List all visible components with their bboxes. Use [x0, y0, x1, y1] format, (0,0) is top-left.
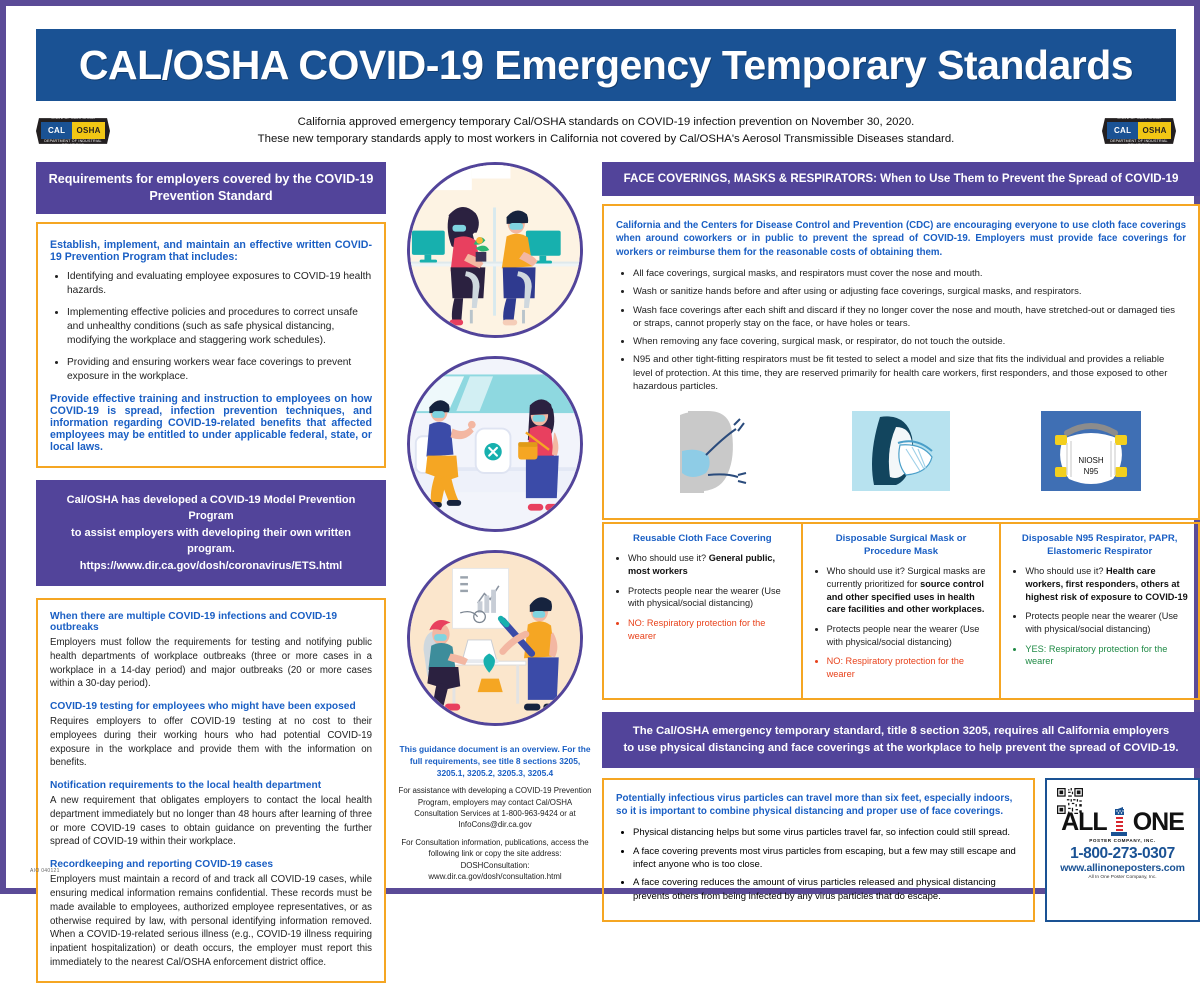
- right-column: [602, 162, 1200, 922]
- guidance-para-2: For Consultation information, publications, access the following link or copy the site address: DOSHConsultation: www.dir.ca.gov/dosh/consultation.html: [401, 838, 589, 881]
- list-item: • All face coverings, surgical masks, and respirators must cover the nose and mouth.: [633, 267, 1186, 280]
- prevention-program-card: [36, 222, 386, 468]
- all-in-one-wordmark: [1060, 807, 1185, 837]
- logo-osha-text: OSHA: [1142, 126, 1167, 135]
- left-section-header: Requirements for employers covered by the COVID-19 Prevention Standard: [36, 162, 386, 214]
- list-item: • Identifying and evaluating employee exposures to COVID-19 health hazards.: [67, 270, 372, 298]
- logo-top-text: STATE OF CALIFORNIA: [51, 116, 95, 120]
- ets-standard-line-2: to use physical distancing and face coverings at the workplace to help prevent the spread of COVID-19.: [623, 741, 1179, 754]
- american-flag-number-one-icon: [1107, 806, 1133, 836]
- guidance-headline: This guidance document is an overview. For the full requirements, see title 8 sections 3205, 3205.1, 3205.2, 3205.3, 3205.4: [399, 744, 591, 778]
- list-item: [827, 565, 990, 616]
- prevention-program-lead: Establish, implement, and maintain an effective written COVID-19 Prevention Program that includes:: [50, 239, 372, 263]
- point-emphasis: source control and other specified uses in health care facilities and other workplaces.: [826, 578, 985, 615]
- logo-band: [41, 122, 105, 139]
- mask-type-verdict: • YES: Respiratory protection for the wearer: [1025, 643, 1188, 668]
- mask-type-title: Disposable N95 Respirator, PAPR, Elastomeric Respirator: [1021, 533, 1178, 558]
- cloth-face-covering-icon: [668, 407, 754, 495]
- logo-bottom-text: DEPARTMENT OF INDUSTRIAL RELATIONS: [44, 138, 102, 147]
- illustration-office-workers-masked-at-desks: [407, 162, 583, 338]
- cal-osha-logo-left: [36, 114, 110, 148]
- subsection-body: A new requirement that obligates employers to contact the local health department immediately but no longer than 48 hours after learning of three or more COVID-19 cases to obtain guidance on preventing the further spread of COVID-19 within their workplace.: [50, 795, 372, 848]
- mask-type-points: [813, 565, 990, 681]
- model-program-band: [36, 480, 386, 587]
- ets-standard-band: [602, 712, 1200, 768]
- subsection-body: Requires employers to offer COVID-19 testing at no cost to their employees during their working hours who had potential COVID-19 exposure in the workplace and provide them with the information on benefits.: [50, 716, 372, 769]
- mask-type-verdict: • NO: Respiratory protection for the wearer: [827, 655, 990, 680]
- subsection-heading: When there are multiple COVID-19 infections and COVID-19 outbreaks: [50, 611, 338, 634]
- mask-type-card: [999, 522, 1200, 699]
- mask-type-card: [602, 522, 803, 699]
- right-section-header: FACE COVERINGS, MASKS & RESPIRATORS: When to Use Them to Prevent the Spread of COVID-19: [602, 162, 1200, 196]
- list-item: [1025, 610, 1188, 635]
- logo-cal-text: CAL: [47, 126, 66, 135]
- point-text: Who should use it?: [628, 553, 709, 564]
- mask-type-title: Disposable Surgical Mask or Procedure Mask: [835, 533, 967, 558]
- subsection-heading: Notification requirements to the local health department: [50, 780, 322, 792]
- virus-particles-bullets: [616, 826, 1021, 902]
- list-item: [1025, 565, 1188, 603]
- logo-bottom-text: DEPARTMENT OF INDUSTRIAL RELATIONS: [1110, 138, 1168, 147]
- list-item: [628, 552, 791, 577]
- surgical-mask-icon: [852, 411, 950, 491]
- list-item: • N95 and other tight-fitting respirators must be fit tested to select a model and size that fits the individual and provides a reliable level of protection. At this time, they are reserved primarily for health care workers, first responders, and those exposed to other hazardous particles.: [633, 353, 1186, 393]
- logo-cal-text: CAL: [1113, 126, 1132, 135]
- middle-column: [398, 162, 592, 889]
- n95-label-line2: N95: [1083, 467, 1099, 477]
- list-item: • A face covering reduces the amount of virus particles released and physical distancing prevents others from being infected by any virus particles that do escape.: [633, 876, 1021, 903]
- cloth-face-covering-image: [636, 405, 786, 497]
- mask-type-card: [801, 522, 1002, 699]
- n95-label-line1: NIOSH: [1078, 456, 1104, 466]
- publisher-phone[interactable]: 1-800-273-0307: [1070, 844, 1175, 862]
- subtitle-row: [36, 106, 1176, 156]
- logo-band: [1107, 122, 1171, 139]
- point-text: Protects people near the wearer (Use with physical/social distancing): [1025, 611, 1179, 634]
- subsection-body: Employers must follow the requirements for testing and notifying public health departments of workplace outbreaks (three or more cases in a workplace in a 14-day period) and major outbreaks (20 or more cases within a 30-day period).: [50, 637, 372, 690]
- bottom-row: [602, 778, 1200, 922]
- list-item: [628, 585, 791, 610]
- subsection-body: Employers must maintain a record of and track all COVID-19 cases, while ensuring medical information remains confidential. These records must be made available to employees, authorized employee representatives, or as otherwise required by law, with personal identifying information removed. When a COVID-19-related serious illness (e.g., COVID-19 illness requiring inpatient hospitalization) or death occurs, the employer must report this immediately to the nearest Cal/OSHA enforcement district office.: [50, 874, 372, 968]
- subsection-heading: COVID-19 testing for employees who might have been exposed: [50, 701, 356, 713]
- point-text: Who should use it?: [1025, 566, 1107, 577]
- page-title: CAL/OSHA COVID-19 Emergency Temporary Standards: [78, 41, 1134, 88]
- publisher-website[interactable]: www.allinoneposters.com: [1060, 861, 1185, 874]
- cal-osha-logo-right: [1102, 114, 1176, 148]
- list-item: • Physical distancing helps but some virus particles travel far, so infection could still spread.: [633, 826, 1021, 839]
- n95-respirator-icon: [1041, 411, 1141, 491]
- illustration-public-transit-distancing: [407, 356, 583, 532]
- presentation-illustration-svg: [410, 553, 580, 723]
- mask-type-points: [614, 552, 791, 642]
- face-covering-bullets: [616, 267, 1186, 393]
- outbreak-requirements-card: [36, 598, 386, 983]
- n95-respirator-image: [1016, 405, 1166, 497]
- publisher-fineprint: All In One Poster Company, Inc.: [1088, 874, 1157, 880]
- virus-particles-lead: Potentially infectious virus particles can travel more than six feet, especially indoors, so it is important to combine physical distancing and proper use of face coverings.: [616, 792, 1013, 818]
- mask-type-comparison: [602, 522, 1200, 699]
- virus-particles-card: [602, 778, 1035, 922]
- prevention-program-tail: Provide effective training and instruction to employees on how COVID-19 is spread, infection prevention techniques, and information regarding COVID-19-related benefits that affected employees may be entitled to under applicable federal, state, or local laws.: [50, 392, 372, 453]
- list-item: • Wash face coverings after each shift and discard if they no longer cover the nose and mouth, have stretched-out or damaged ties or straps, cannot properly stay on the face, or have holes or tears.: [633, 304, 1186, 331]
- guidance-note: [398, 744, 592, 882]
- face-covering-intro-lead: California and the Centers for Disease Control and Prevention (CDC) are encouraging everyone to use cloth face coverings when around coworkers or in public to prevent the spread of COVID-19. Employers must provide face coverings for workers or reimburse them for the reasonable costs of obtaining them.: [616, 219, 1186, 259]
- mask-type-points: [1011, 565, 1188, 668]
- point-text: Protects people near the wearer (Use with physical/social distancing): [628, 585, 781, 609]
- guidance-para-1: For assistance with developing a COVID-19 Prevention Program, employers may contact Cal/OSHA Consultation Services at 1-800-963-9424 or at InfoCons@dir.ca.gov: [398, 786, 592, 829]
- surgical-mask-profile-image: [826, 405, 976, 497]
- logo-top-text: STATE OF CALIFORNIA: [1117, 116, 1161, 120]
- mask-type-verdict: • NO: Respiratory protection for the wearer: [628, 617, 791, 642]
- mask-type-title: Reusable Cloth Face Covering: [633, 533, 772, 545]
- illustration-meeting-presentation-masked: [407, 550, 583, 726]
- office-workers-illustration-svg: [410, 165, 580, 335]
- logo-word-all: ALL: [1061, 807, 1107, 836]
- logo-osha-text: OSHA: [76, 126, 101, 135]
- publisher-subline: POSTER COMPANY, INC.: [1089, 837, 1156, 843]
- list-item: • When removing any face covering, surgical mask, or respirator, do not touch the outside.: [633, 335, 1186, 348]
- left-column: [36, 162, 386, 983]
- subtitle-text: [110, 114, 1102, 148]
- subtitle-line-1: California approved emergency temporary Cal/OSHA standards on COVID-19 infection prevention on November 30, 2020.: [297, 115, 915, 128]
- point-text: Who should use it? Surgical masks are currently prioritized for: [826, 566, 986, 589]
- prevention-program-bullets: [50, 270, 372, 385]
- publisher-logo-box: [1045, 778, 1200, 922]
- list-item: [827, 623, 990, 648]
- point-text: Protects people near the wearer (Use with physical/social distancing): [826, 623, 980, 647]
- list-item: • A face covering prevents most virus particles from escaping, but a few may still escape and infect anyone who is too close.: [633, 845, 1021, 872]
- model-program-line-2: to assist employers with developing their own written program.: [71, 526, 351, 556]
- list-item: • Providing and ensuring workers wear face coverings to prevent exposure in the workplace.: [67, 356, 372, 384]
- subsection-heading: Recordkeeping and reporting COVID-19 cases: [50, 859, 274, 871]
- subtitle-line-2: These new temporary standards apply to most workers in California not covered by Cal/OSHA's Aerosol Transmissible Diseases standard.: [257, 133, 955, 145]
- transit-illustration-svg: [410, 359, 580, 529]
- point-emphasis: General public, most workers: [628, 553, 776, 576]
- face-covering-intro-card: [602, 204, 1200, 521]
- point-emphasis: Health care workers, first responders, others at highest risk of exposure to COVID-19: [1025, 566, 1188, 602]
- ets-standard-line-1: The Cal/OSHA emergency temporary standard, title 8 section 3205, requires all California employers: [632, 724, 1170, 737]
- list-item: • Implementing effective policies and procedures to correct unsafe and unhealthy conditions (such as safe physical distancing, modifying the workplace and staggering work schedules).: [67, 306, 372, 348]
- mask-image-row: [616, 405, 1186, 497]
- list-item: • Wash or sanitize hands before and after using or adjusting face coverings, surgical masks, and respirators.: [633, 285, 1186, 298]
- all-in-one-logo: [1060, 807, 1185, 880]
- poster-item-code: AIO 040121: [30, 868, 60, 874]
- model-program-url[interactable]: https://www.dir.ca.gov/dosh/coronavirus/ETS.html: [79, 559, 343, 572]
- model-program-line-1: Cal/OSHA has developed a COVID-19 Model Prevention Program: [66, 493, 356, 523]
- poster-title-bar: [36, 29, 1176, 101]
- logo-word-one: ONE: [1132, 807, 1184, 836]
